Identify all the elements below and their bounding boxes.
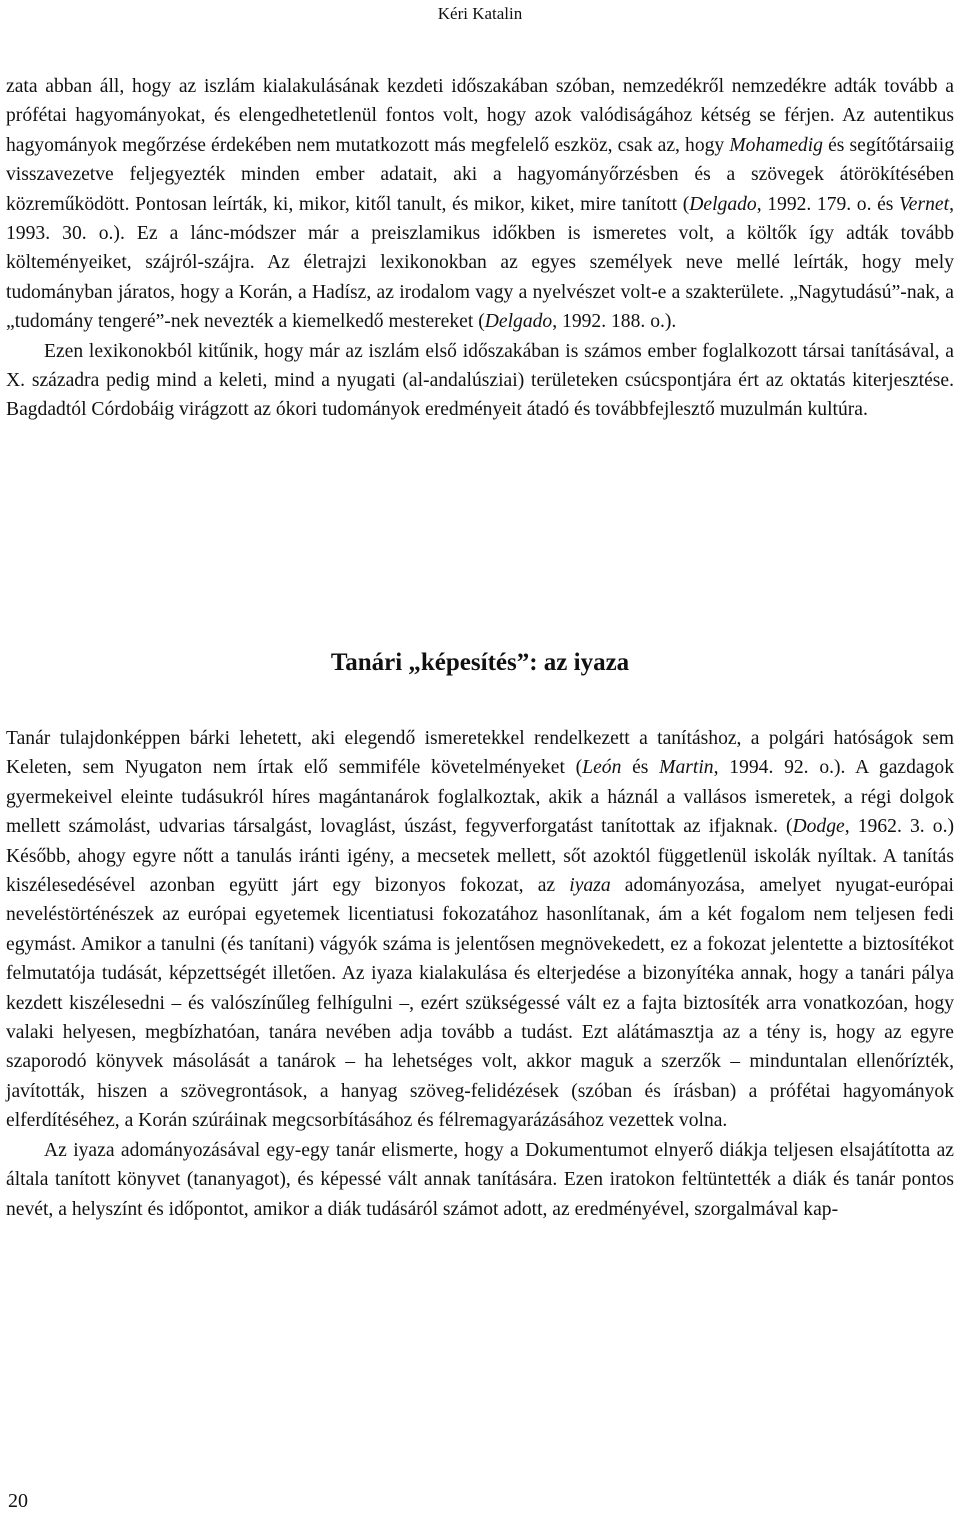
italic-citation: Delgado — [484, 311, 553, 333]
page-number: 20 — [8, 1490, 28, 1512]
section-title: Tanári „képesítés”: az iyaza — [330, 649, 630, 676]
text-run: Tanár tulajdonképpen bárki lehetett, aki elegendő ismeretekkel rendelkezett a tanításhoz, a polgári hatóságok sem Keleten, sem Nyugaton nem írtak elő semmiféle követelményeket ( — [6, 728, 954, 779]
body-text-after-section — [6, 724, 954, 1224]
text-run: , 1992. 179. o. és — [756, 193, 900, 215]
italic-citation: León — [582, 757, 622, 779]
italic-citation: Delgado — [689, 193, 757, 215]
paragraph — [6, 724, 954, 1136]
italic-citation: Vernet — [899, 193, 950, 215]
paragraph — [6, 72, 954, 337]
text-run: , 1994. 92. o.). A gazdagok gyermekeivel eleinte tudásukról híres magántanárok foglalkoztak, akik a háznál a vallásos ismeretek, a régi dolgok mellett számolást, udvarias társalgást, lovaglást, úszást, fegyverforgatást tanítottak az ifjaknak. ( — [6, 757, 954, 838]
text-run: és — [621, 757, 660, 779]
italic-citation: Dodge — [792, 816, 845, 838]
text-run: , 1992. 188. o.). — [552, 311, 677, 333]
text-run: , 1993. 30. o.). Ez a lánc-módszer már a preiszlamikus időkben is ismeretes volt, a költők így adták tovább költeményeiket, szájról-szájra. Az életrajzi lexikonokban az egyes személyek neve mellé leírták, hogy mely tudományban járatos, hogy a Korán, a Hadísz, az irodalom vagy a nyelvészet volt-e a szakterülete. „Nagytudású”-nak, a „tudomány tengeré”-nek nevezték a kiemelkedő mestereket ( — [6, 193, 954, 333]
text-run: adományozása, amelyet nyugat-európai neveléstörténészek az európai egyetemek licentiatusi fokozatához hasonlítanak, ám a két fogalom nem teljesen fedi egymást. Amikor a tanulni (és tanítani) vágyók száma is jelentősen megnövekedett, ez a fokozat jelentette a biztosítékot felmutatója tudását, képzettségét illetően. Az iyaza kialakulása és elterjedése a bizonyítéka annak, hogy a tanári pálya kezdett kiszélesedni – és valószínűleg felhígulni –, ezért szükségessé vált ez a fajta biztosíték arra vonatkozóan, hogy valaki helyesen, megbízhatóan, tanára nevében adja tovább a tudást. Ezt alátámasztja az a tény is, hogy az egyre szaporodó könyvek másolását a tanárok – ha lehetséges volt, akkor maguk a szerzők – minduntalan ellenőrízték, javították, hiszen a szövegrontások, a hanyag szöveg-felidézések (szóban és írásban) a prófétai hagyományok elferdítéséhez, a Korán szúráinak megcsorbításához és félremagyarázásához vezettek volna. — [6, 875, 954, 1132]
text-run: zata abban áll, hogy az iszlám kialakulásának kezdeti időszakában szóban, nemzedékről nemzedékre adták tovább a prófétai hagyományokat, és elengedhetetlenül fontos volt, hogy azok valódiságához kétség se férjen. Az autentikus hagyományok megőrzése érdekében nem mutatkozott más megfelelő eszköz, csak az, hogy — [6, 76, 954, 156]
paragraph — [6, 337, 954, 425]
running-head-author: Kéri Katalin — [437, 4, 523, 23]
body-text-before-section — [6, 72, 954, 425]
italic-citation: iyaza — [569, 875, 611, 897]
text-run: és segítőtársaiig visszavezetve feljegyezték minden ember adatait, aki a hagyományőrzésben és a szövegek átörökítésében közreműködött. Pontosan leírták, ki, mikor, kitől tanult, és mikor, kiket, mire tanított ( — [6, 134, 954, 215]
text-run: Az iyaza adományozásával egy-egy tanár elismerte, hogy a Dokumentumot elnyerő diákja teljesen elsajátította az általa tanított könyvet (tananyagot), és képessé vált annak tanítására. Ezen iratokon feltüntették a diák és tanár pontos nevét, a helyszínt és időpontot, amikor a diák tudásáról számot adott, az eredményével, szorgalmával kap- — [6, 1139, 954, 1220]
text-run: Ezen lexikonokból kitűnik, hogy már az iszlám első időszakában is számos ember foglalkozott társai tanításával, a X. századra pedig mind a keleti, mind a nyugati (al-andalúsziai) területeken csúcspontjára ért az oktatás kiterjesztése. Bagdadtól Córdobáig virágzott az ókori tudományok eredményeit átadó és továbbfejlesztő muzulmán kultúra. — [6, 340, 954, 421]
text-run: , 1962. 3. o.) Később, ahogy egyre nőtt a tanulás iránti igény, a mecsetek mellett, sőt azoktól függetlenül iskolák nyíltak. A tanítás kiszélesedésével azonban együtt járt egy bizonyos fokozat, az — [6, 816, 954, 897]
italic-citation: Mohamedig — [729, 134, 823, 156]
italic-citation: Martin — [659, 757, 714, 779]
paragraph — [6, 1136, 954, 1224]
